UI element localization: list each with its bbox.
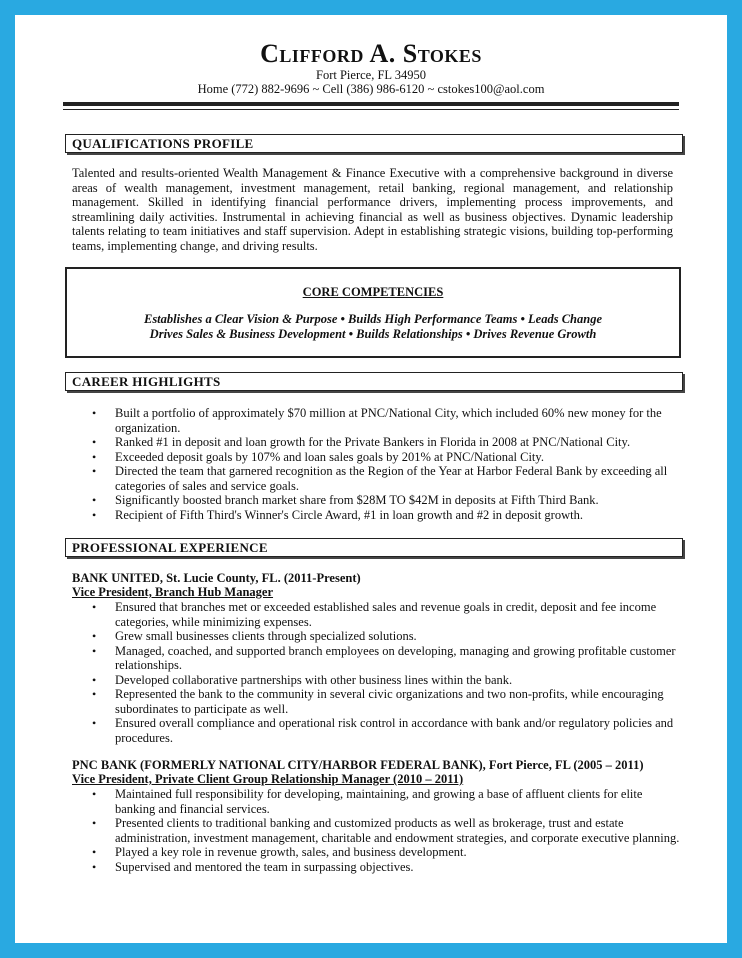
list-item: • Supervised and mentored the team in surpassing objectives.	[92, 860, 682, 875]
job-2-title: Vice President, Private Client Group Relationship Manager (2010 – 2011)	[72, 772, 464, 786]
candidate-contact: Home (772) 882-9696 ~ Cell (386) 986-6120 ~ cstokes100@aol.com	[197, 82, 545, 96]
list-item: • Ranked #1 in deposit and loan growth for the Private Bankers in Florida in 2008 at PNC/National City.	[92, 435, 682, 450]
list-item: • Directed the team that garnered recognition as the Region of the Year at Harbor Federal Bank by exceeding all categories of sales and service goals.	[92, 464, 682, 493]
qualifications-text: Talented and results-oriented Wealth Management & Finance Executive with a comprehensive background in diverse areas of wealth management, investment management, retail banking, regional management, and relationship management. Skilled in identifying financial performance drivers, implementing process improvements, and streamlining daily activities. Instrumental in achieving financial as well as business objectives. Dynamic leadership talents relating to team initiatives and staff supervision. Adept in establishing strategic visions, building top-performing teams, implementing change, and driving results.	[72, 166, 673, 253]
list-item: • Built a portfolio of approximately $70 million at PNC/National City, which included 60% new money for the organization.	[92, 406, 682, 435]
list-item: • Managed, coached, and supported branch employees on developing, managing and growing profitable customer relationships.	[92, 644, 682, 673]
list-item: • Played a key role in revenue growth, sales, and business development.	[92, 845, 682, 860]
job-1-title: Vice President, Branch Hub Manager	[72, 585, 274, 599]
list-item: • Grew small businesses clients through specialized solutions.	[92, 629, 682, 644]
list-item: • Ensured overall compliance and operational risk control in accordance with bank and/or regulatory policies and procedures.	[92, 716, 682, 745]
job-2-employer: PNC BANK (FORMERLY NATIONAL CITY/HARBOR FEDERAL BANK), Fort Pierce, FL (2005 – 2011)	[72, 758, 644, 772]
candidate-location: Fort Pierce, FL 34950	[316, 68, 426, 82]
core-competencies-line-2: Drives Sales & Business Development • Builds Relationships • Drives Revenue Growth	[149, 327, 597, 341]
list-item: • Presented clients to traditional banking and customized products as well as brokerage, trust and estate administration, investment management, charitable and endowment strategies, and corporate executive planning.	[92, 816, 682, 845]
candidate-name: Clifford A. Stokes	[260, 39, 482, 68]
header-rule-thin	[63, 109, 679, 110]
core-competencies-heading: CORE COMPETENCIES	[302, 285, 444, 299]
list-item: • Recipient of Fifth Third's Winner's Circle Award, #1 in loan growth and #2 in deposit growth.	[92, 508, 682, 523]
qualifications-heading: QUALIFICATIONS PROFILE	[65, 134, 683, 153]
list-item: • Maintained full responsibility for developing, maintaining, and growing a base of affluent clients for elite banking and financial services.	[92, 787, 682, 816]
career-highlights-heading: CAREER HIGHLIGHTS	[65, 372, 683, 391]
list-item: • Significantly boosted branch market share from $28M TO $42M in deposits at Fifth Third Bank.	[92, 493, 682, 508]
header-rule-thick	[63, 102, 679, 106]
resume-page	[15, 15, 727, 943]
list-item: • Ensured that branches met or exceeded established sales and revenue goals in credit, deposit and fee income categories, while minimizing expenses.	[92, 600, 682, 629]
career-highlights-list	[92, 406, 682, 522]
job-1-duties	[92, 600, 682, 745]
list-item: • Represented the bank to the community in several civic organizations and two non-profits, while encouraging subordinates to participate as well.	[92, 687, 682, 716]
core-competencies-line-1: Establishes a Clear Vision & Purpose • Builds High Performance Teams • Leads Change	[143, 312, 602, 326]
professional-experience-heading: PROFESSIONAL EXPERIENCE	[65, 538, 683, 557]
job-1-employer: BANK UNITED, St. Lucie County, FL. (2011-Present)	[72, 571, 361, 585]
job-2-duties	[92, 787, 682, 874]
list-item: • Developed collaborative partnerships with other business lines within the bank.	[92, 673, 682, 688]
list-item: • Exceeded deposit goals by 107% and loan sales goals by 201% at PNC/National City.	[92, 450, 682, 465]
core-competencies-box	[65, 267, 681, 358]
